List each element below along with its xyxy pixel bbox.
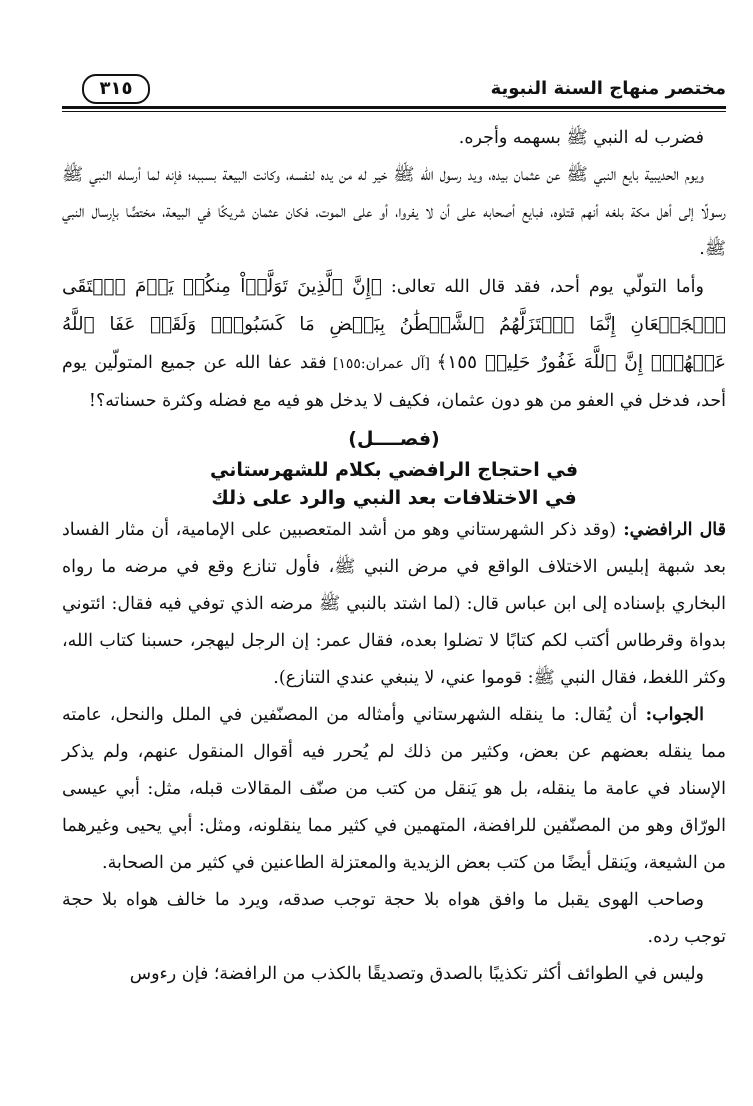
page-number: ٣١٥: [82, 74, 150, 104]
paragraph-5: [62, 697, 726, 882]
verse-reference: [آل عمران:١٥٥]: [326, 356, 437, 372]
rafidi-label: قال الرافضي:: [616, 520, 726, 540]
paragraph-7: وليس في الطوائف أكثر تكذيبًا بالصدق وتصديقًا بالكذب من الرافضة؛ فإن رءوس: [129, 964, 704, 984]
running-title: مختصر منهاج السنة النبوية: [490, 78, 726, 99]
paragraph-2: ويوم الحديبية بايع النبي ﷺ عن عثمان بيده، ويد رسول الله ﷺ خير له من يده لنفسه، وكانت البيعة بسببه؛ فإنه لما أرسله النبي ﷺ رسولًا إلى أهل مكة بلغه أنهم قتلوه، فبايع أصحابه على أن لا يفروا، أو على الموت، فكان عثمان شريكًا في البيعة، مختصًّا بإرسال النبي ﷺ.: [62, 165, 726, 259]
answer-label: الجواب:: [637, 705, 704, 725]
section-title-line-2: في الاختلافات بعد النبي والرد على ذلك: [211, 487, 577, 509]
header-rule-thin: [62, 111, 726, 112]
paragraph-3: [62, 268, 726, 420]
paragraph-3-intro: وأما التولّي يوم أحد، فقد قال الله تعالى:: [381, 277, 704, 297]
page-header: [62, 72, 726, 104]
header-rule-thick: [62, 106, 726, 109]
paragraph-4: [62, 512, 726, 697]
quran-verse: ﴿إِنَّ ٱلَّذِينَ تَوَلَّوۡاْ مِنكُمۡ يَوۡمَ ٱلۡتَقَى ٱلۡجَمۡعَانِ إِنَّمَا ٱسۡتَزَلَّهُمُ ٱلشَّيۡطَٰنُ بِبَعۡضِ مَا كَسَبُواْۖ وَلَقَدۡ عَفَا ٱللَّهُ عَنۡهُمۡۗ إِنَّ ٱللَّهَ غَفُورٌ حَلِيمٞ ١٥٥﴾: [62, 276, 726, 373]
paragraph-6: وصاحب الهوى يقبل ما وافق هواه بلا حجة توجب صدقه، ويرد ما خالف هواه بلا حجة توجب رده.: [62, 890, 726, 947]
paragraph-3-rest: فقد عفا الله عن جميع المتولّين يوم أحد، فدخل في العفو من هو دون عثمان، فكيف لا يدخل هو فيه مع فضله وكثرة حسناته؟!: [62, 353, 726, 411]
section-label: (فصــــل): [348, 428, 440, 450]
page-body: [62, 120, 726, 993]
section-title-line-1: في احتجاج الرافضي بكلام للشهرستاني: [209, 459, 579, 481]
paragraph-1: فضرب له النبي ﷺ بسهمه وأجره.: [458, 128, 704, 148]
paragraph-4-text: (وقد ذكر الشهرستاني وهو من أشد المتعصبين على الإمامية، أن مثار الفساد بعد شبهة إبليس الاختلاف الواقع في مرض النبي ﷺ، فأول تنازع وقع في مرضه ما رواه البخاري بإسناده إلى ابن عباس قال: (لما اشتد بالنبي ﷺ مرضه الذي توفي فيه فقال: ائتوني بدواة وقرطاس أكتب لكم كتابًا لا تضلوا بعده، فقال عمر: إن الرجل ليهجر، حسبنا كتاب الله، وكثر اللغط، فقال النبي ﷺ: قوموا عني، لا ينبغي عندي التنازع).: [62, 520, 726, 688]
paragraph-5-text: أن يُقال: ما ينقله الشهرستاني وأمثاله من المصنّفين في الملل والنحل، عامته مما ينقله بعضهم عن بعض، وكثير من ذلك لم يُحرر فيه أقوال المنقول عنهم، ولم يذكر الإسناد في عامة ما ينقله، بل هو يَنقل من كتب من صنّف المقالات قبله، مثل: أبي عيسى الورّاق وهو من المصنّفين للرافضة، المتهمين في كثير مما ينقلونه، ومثل: أبي يحيى وغيرهما من الشيعة، ويَنقل أيضًا من كتب بعض الزيدية والمعتزلة الطاعنين في كثير من الصحابة.: [62, 705, 726, 873]
